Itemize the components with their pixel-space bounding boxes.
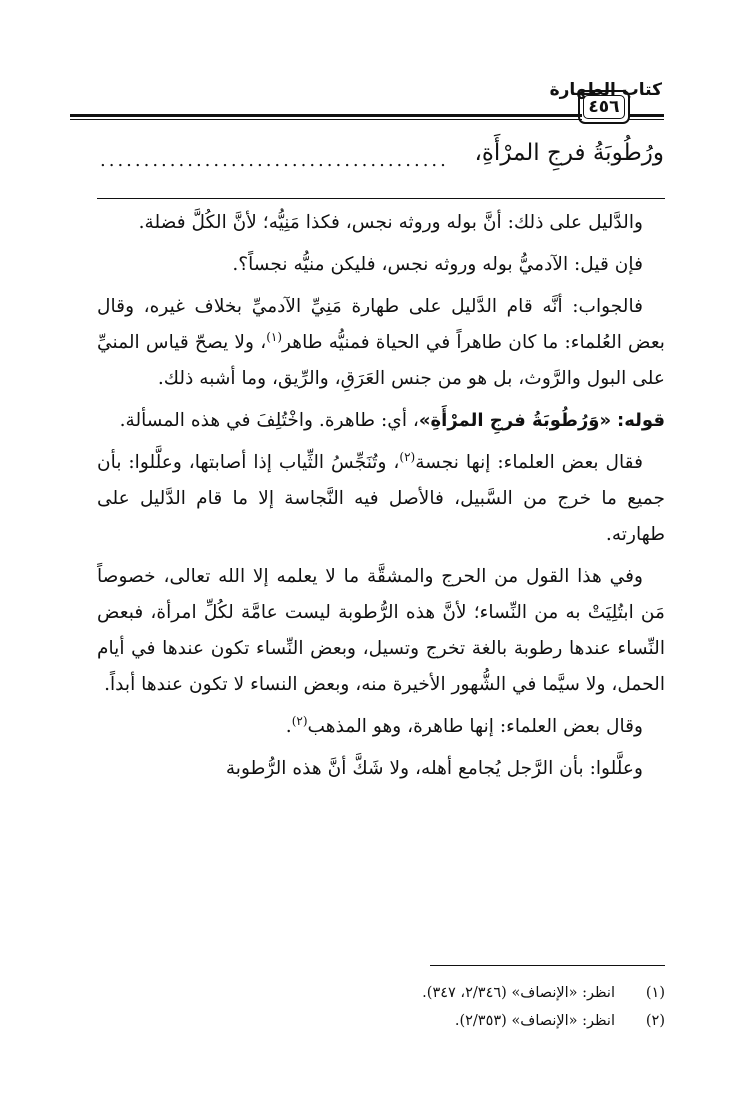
footnote-number: (١) bbox=[645, 985, 665, 1001]
paragraph-text: فالجواب: أنَّه قام الدَّليل على طهارة مَنِيِّ الآدميِّ بخلاف غيره، وقال بعض العُلماء: ما كان طاهراً في الحياة فمنيُّه طاهر bbox=[97, 296, 665, 353]
paragraph-text: ، أي: طاهرة. واخْتُلِفَ في هذه المسألة. bbox=[119, 410, 419, 431]
paragraph-1 bbox=[97, 205, 665, 241]
paragraph-6 bbox=[97, 559, 665, 703]
header-rule-right bbox=[628, 114, 664, 117]
paragraph-text: والدَّليل على ذلك: أنَّ بوله وروثه نجس، فكذا مَنِيُّه؛ لأنَّ الكُلَّ فضلة. bbox=[138, 212, 643, 233]
paragraph-text: وعلَّلوا: بأن الرَّجل يُجامع أهله، ولا شَكَّ أنَّ هذه الرُّطوبة bbox=[225, 758, 643, 779]
qawl-quote: «وَرُطُوبَةُ فرجِ المرْأَةِ» bbox=[418, 410, 612, 431]
header-rule-thin bbox=[70, 119, 582, 120]
paragraph-text: فإن قيل: الآدميُّ بوله وروثه نجس، فليكن منيُّه نجساً؟. bbox=[232, 254, 643, 275]
qawl-label: قوله: bbox=[617, 410, 665, 431]
footnote-number: (٢) bbox=[645, 1013, 665, 1029]
page-number-frame bbox=[578, 90, 630, 124]
commentary-body bbox=[97, 205, 665, 793]
footnotes bbox=[97, 979, 665, 1035]
paragraph-text: ، ولا يصحّ قياس المنيِّ على البول والرَّوث، بل هو من جنس العَرَقِ، والرِّيق، وما أشبه ذلك. bbox=[97, 332, 665, 389]
matn-text: ورُطُوبَةُ فرجِ المرْأَةِ، bbox=[474, 140, 664, 166]
paragraph-text: وقال بعض العلماء: إنها طاهرة، وهو المذهب bbox=[307, 716, 643, 737]
footnote-ref[interactable]: (٢) bbox=[399, 449, 416, 464]
header-rule-right-thin bbox=[628, 119, 664, 120]
paragraph-text: ، وتُنَجِّسُ الثِّياب إذا أصابتها، وعلَّلوا: بأن جميع ما خرج من السَّبيل، فالأصل فيه النَّجاسة إلا ما قام الدَّليل على طهارته. bbox=[97, 452, 665, 545]
paragraph-4 bbox=[97, 403, 665, 439]
footnote-text: انظر: «الإنصاف» (٢/٣٤٦، ٣٤٧). bbox=[422, 985, 615, 1001]
footnote-ref[interactable]: (١) bbox=[266, 329, 283, 344]
paragraph-text: فقال بعض العلماء: إنها نجسة bbox=[415, 452, 643, 473]
footnote-text: انظر: «الإنصاف» (٢/٣٥٣). bbox=[454, 1013, 615, 1029]
footnote-2 bbox=[97, 1007, 665, 1035]
paragraph-7 bbox=[97, 709, 665, 745]
page-number: ٤٥٦ bbox=[583, 95, 625, 119]
paragraph-3 bbox=[97, 289, 665, 397]
matn-separator bbox=[97, 198, 665, 199]
paragraph-5 bbox=[97, 445, 665, 553]
paragraph-text: . bbox=[285, 716, 292, 737]
paragraph-text: وفي هذا القول من الحرج والمشقَّة ما لا يعلمه إلا الله تعالى، خصوصاً مَن ابتُلِيَتْ به من النِّساء؛ لأنَّ هذه الرُّطوبة ليست عامَّة لكُلِّ امرأة، فبعض النِّساء عندها رطوبة بالغة تخرج وتسيل، وبعض النِّساء تكون عندها في أيام الحمل، ولا سيَّما في الشُّهور الأخيرة منه، وبعض النساء لا تكون عندها أبداً. bbox=[97, 566, 665, 695]
header-rule bbox=[70, 114, 582, 117]
footnote-ref[interactable]: (٢) bbox=[291, 713, 308, 728]
footnote-1 bbox=[97, 979, 665, 1007]
book-title: كتاب الطهارة bbox=[549, 80, 662, 100]
matn-dots: ........................................ bbox=[100, 150, 449, 171]
paragraph-2 bbox=[97, 247, 665, 283]
footnote-separator bbox=[430, 965, 665, 966]
paragraph-8 bbox=[97, 751, 665, 787]
